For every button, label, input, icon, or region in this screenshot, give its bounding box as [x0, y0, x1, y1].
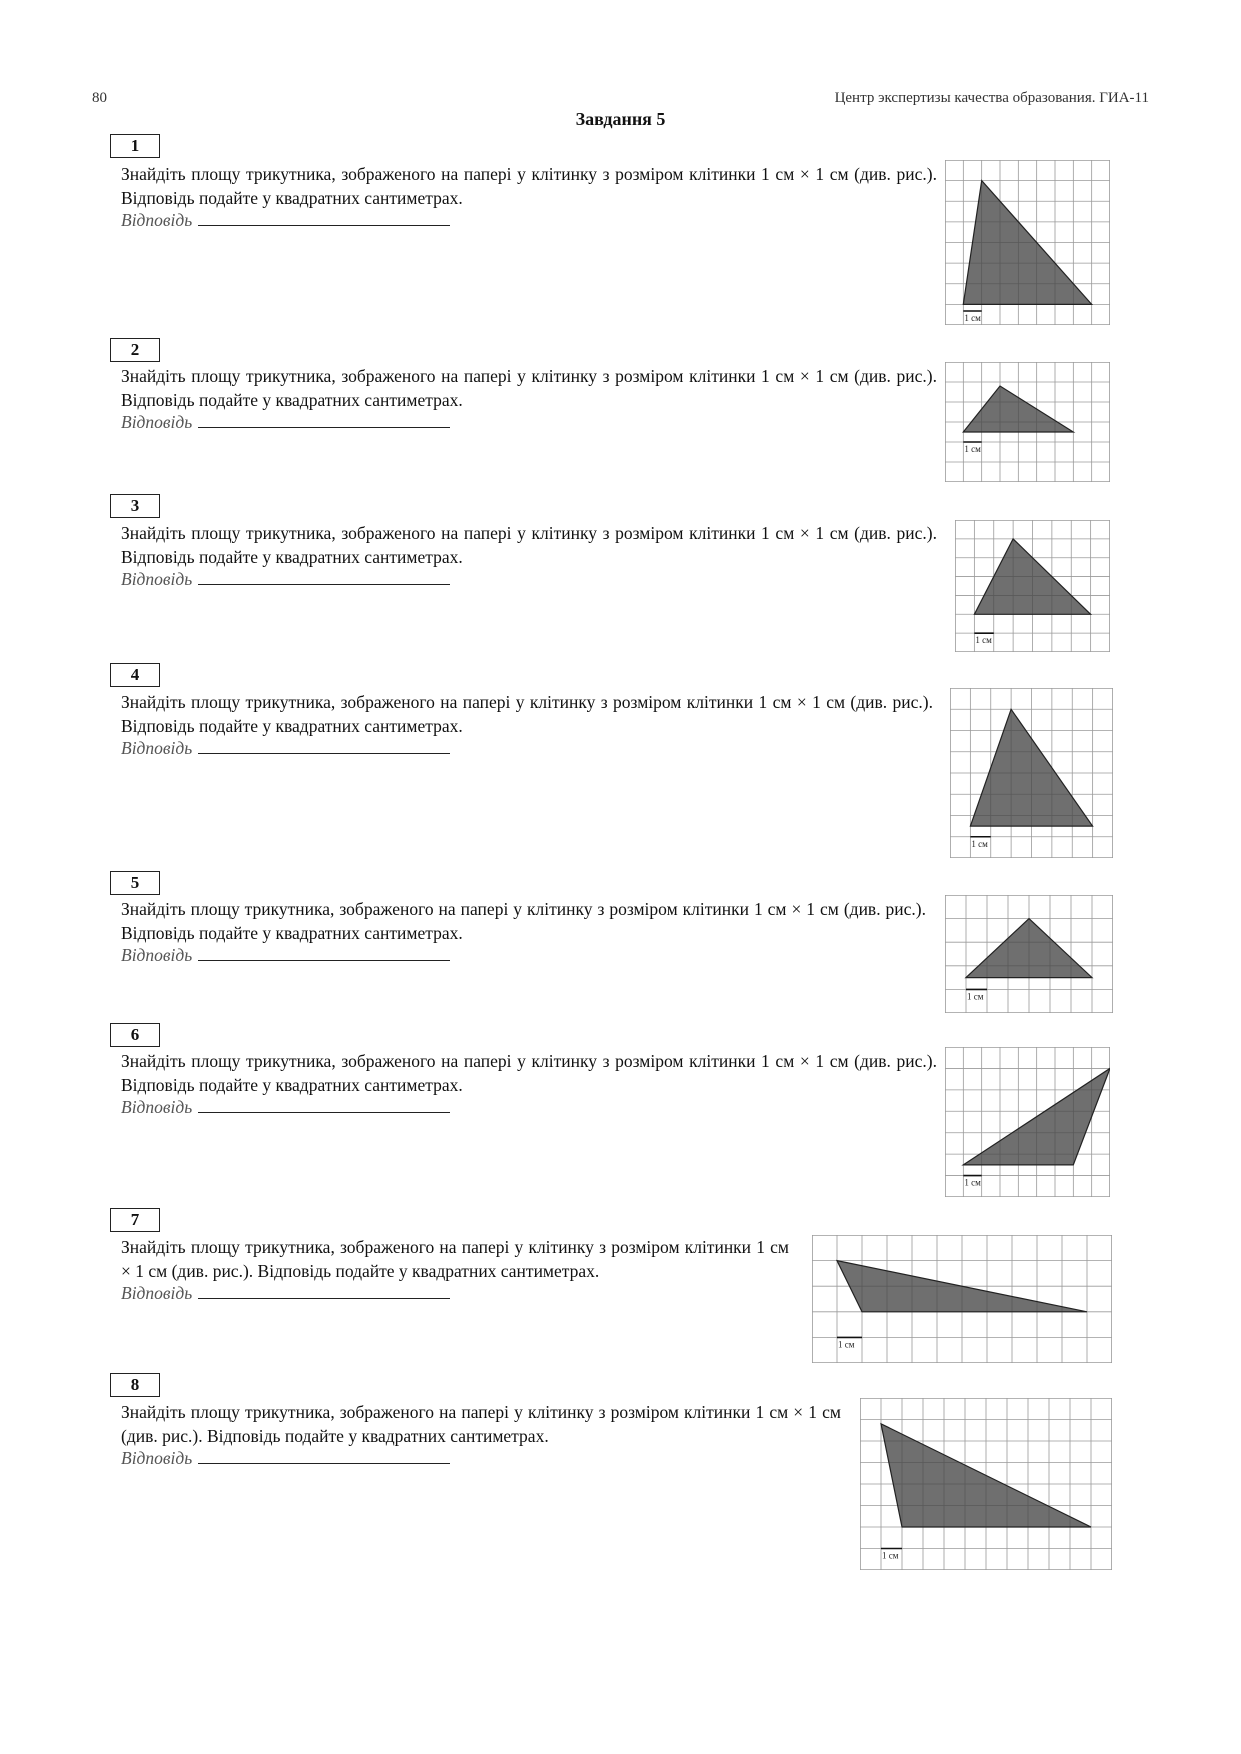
answer-label: Відповідь	[121, 569, 193, 589]
unit-label: 1 см	[838, 1339, 855, 1350]
answer-line	[121, 569, 450, 590]
grid-figure	[945, 895, 1113, 1013]
task-text: Знайдіть площу трикутника, зображеного на папері у клітинку з розміром клітинки 1 см × 1 см (див. рис.). Відповідь подайте у квадратних сантиметрах.	[121, 523, 937, 567]
triangle-shape	[966, 919, 1092, 978]
answer-field[interactable]	[198, 1098, 450, 1113]
task-text: Знайдіть площу трикутника, зображеного на папері у клітинку з розміром клітинки 1 см × 1 см (див. рис.). Відповідь подайте у квадратних сантиметрах.	[121, 1402, 841, 1446]
answer-label: Відповідь	[121, 210, 193, 230]
grid-figure	[955, 520, 1110, 652]
task-number: 3	[110, 494, 160, 518]
answer-field[interactable]	[198, 946, 450, 961]
task-number: 8	[110, 1373, 160, 1397]
task-text: Знайдіть площу трикутника, зображеного на папері у клітинку з розміром клітинки 1 см × 1 см (див. рис.). Відповідь подайте у квадратних сантиметрах.	[121, 164, 937, 208]
grid-svg	[955, 520, 1110, 652]
task-number: 4	[110, 663, 160, 687]
page-title: Завдання 5	[575, 109, 666, 129]
grid-figure	[945, 160, 1110, 325]
answer-label: Відповідь	[121, 738, 193, 758]
task-text: Знайдіть площу трикутника, зображеного на папері у клітинку з розміром клітинки 1 см × 1 см (див. рис.). Відповідь подайте у квадратних сантиметрах.	[121, 692, 933, 736]
grid-svg	[950, 688, 1113, 858]
task-number: 6	[110, 1023, 160, 1047]
grid-svg	[945, 362, 1110, 482]
answer-field[interactable]	[198, 413, 450, 428]
answer-label: Відповідь	[121, 1283, 193, 1303]
unit-label: 1 см	[882, 1550, 899, 1561]
unit-label: 1 см	[964, 313, 981, 323]
task-text: Знайдіть площу трикутника, зображеного на папері у клітинку з розміром клітинки 1 см × 1 см (див. рис.). Відповідь подайте у квадратних сантиметрах.	[121, 1237, 789, 1281]
answer-line	[121, 1283, 450, 1304]
task-number: 2	[110, 338, 160, 362]
task-number: 1	[110, 134, 160, 158]
grid-svg	[945, 160, 1110, 325]
answer-line	[121, 945, 450, 966]
header-source: Центр экспертизы качества образования. ГИА-11	[834, 90, 1149, 106]
answer-label: Відповідь	[121, 412, 193, 432]
answer-line	[121, 412, 450, 433]
answer-line	[121, 210, 450, 231]
answer-field[interactable]	[198, 211, 450, 226]
grid-figure	[860, 1398, 1112, 1570]
task-number: 5	[110, 871, 160, 895]
grid-figure	[945, 1047, 1110, 1197]
answer-field[interactable]	[198, 570, 450, 585]
page-number: 80	[92, 90, 107, 106]
answer-field[interactable]	[198, 739, 450, 754]
answer-label: Відповідь	[121, 1448, 193, 1468]
answer-field[interactable]	[198, 1284, 450, 1299]
task-text: Знайдіть площу трикутника, зображеного на папері у клітинку з розміром клітинки 1 см × 1 см (див. рис.). Відповідь подайте у квадратних сантиметрах.	[121, 899, 926, 943]
answer-line	[121, 1448, 450, 1469]
answer-line	[121, 1097, 450, 1118]
grid-svg	[860, 1398, 1112, 1570]
grid-svg	[812, 1235, 1112, 1363]
grid-figure	[950, 688, 1113, 858]
grid-svg	[945, 895, 1113, 1013]
answer-label: Відповідь	[121, 945, 193, 965]
task-text: Знайдіть площу трикутника, зображеного на папері у клітинку з розміром клітинки 1 см × 1 см (див. рис.). Відповідь подайте у квадратних сантиметрах.	[121, 1051, 937, 1095]
grid-svg	[945, 1047, 1110, 1197]
task-number: 7	[110, 1208, 160, 1232]
unit-label: 1 см	[975, 635, 992, 646]
answer-label: Відповідь	[121, 1097, 193, 1117]
answer-line	[121, 738, 450, 759]
unit-label: 1 см	[971, 838, 988, 849]
grid-figure	[945, 362, 1110, 482]
unit-label: 1 см	[964, 444, 981, 454]
task-text: Знайдіть площу трикутника, зображеного на папері у клітинку з розміром клітинки 1 см × 1 см (див. рис.). Відповідь подайте у квадратних сантиметрах.	[121, 366, 937, 410]
unit-label: 1 см	[964, 1177, 981, 1188]
grid-figure	[812, 1235, 1112, 1363]
unit-label: 1 см	[967, 991, 984, 1002]
answer-field[interactable]	[198, 1449, 450, 1464]
